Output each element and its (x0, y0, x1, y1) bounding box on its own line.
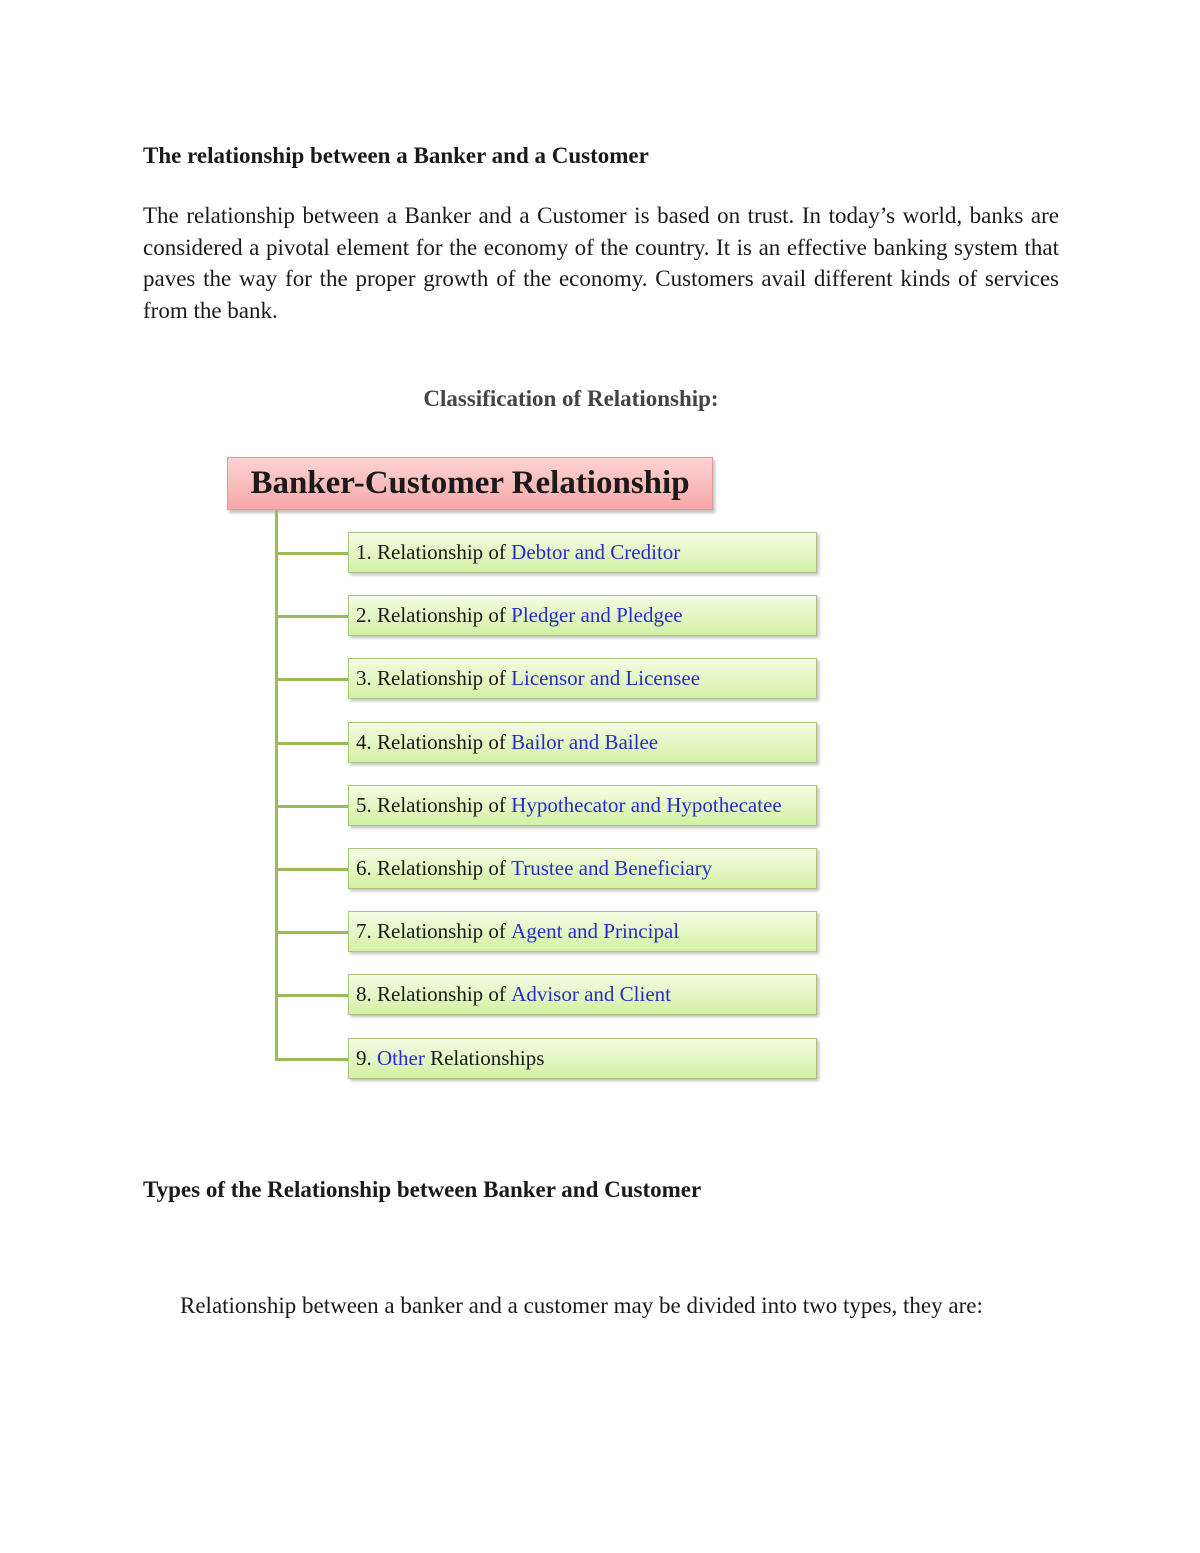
diagram-item-prefix: 1. Relationship of (356, 540, 512, 564)
diagram-item-suffix: Relationships (424, 1046, 545, 1070)
page-heading: The relationship between a Banker and a Customer (143, 143, 649, 168)
diagram-item-box (348, 595, 817, 636)
diagram-item-box (348, 785, 817, 826)
intro-paragraph: The relationship between a Banker and a Customer is based on trust. In today’s world, banks are considered a pivotal element for the economy of the country. It is an effective banking system that paves the way for the proper growth of the economy. Customers avail different kinds of services from the bank. (143, 203, 1059, 323)
diagram-item-highlight: Pledger and Pledgee (511, 603, 683, 627)
diagram-item-highlight: Agent and Principal (511, 919, 680, 943)
types-intro-paragraph: Relationship between a banker and a customer may be divided into two types, they are: (180, 1293, 983, 1318)
diagram-branch-connector (275, 742, 349, 745)
diagram-branch-connector (275, 1058, 349, 1061)
diagram-item-prefix: 2. Relationship of (356, 603, 512, 627)
diagram-branch-connector (275, 994, 349, 997)
diagram-branch-connector (275, 552, 349, 555)
diagram-branch-connector (275, 868, 349, 871)
diagram-item-prefix: 7. Relationship of (356, 919, 512, 943)
diagram-trunk-connector (275, 510, 278, 1060)
diagram-item-box (348, 658, 817, 699)
diagram-item-box (348, 532, 817, 573)
diagram-item-box (348, 848, 817, 889)
diagram-branch-connector (275, 931, 349, 934)
diagram-item-highlight: Bailor and Bailee (511, 730, 659, 754)
diagram-item-prefix: 4. Relationship of (356, 730, 512, 754)
diagram-branch-connector (275, 805, 349, 808)
diagram-item-highlight: Other (377, 1046, 425, 1070)
diagram-item-highlight: Debtor and Creditor (511, 540, 681, 564)
diagram-item-highlight: Licensor and Licensee (511, 666, 701, 690)
diagram-root-box: Banker-Customer Relationship (227, 457, 713, 510)
diagram-item-box (348, 911, 817, 952)
diagram-item-box (348, 722, 817, 763)
diagram-item-highlight: Advisor and Client (511, 982, 671, 1006)
diagram-item-box (348, 1038, 817, 1079)
diagram-item-prefix: 8. Relationship of (356, 982, 512, 1006)
diagram-item-prefix: 5. Relationship of (356, 793, 512, 817)
diagram-item-prefix: 6. Relationship of (356, 856, 512, 880)
diagram-branch-connector (275, 615, 349, 618)
diagram-item-box (348, 974, 817, 1015)
diagram-branch-connector (275, 678, 349, 681)
diagram-item-highlight: Hypothecator and Hypothecatee (511, 793, 782, 817)
classification-heading: Classification of Relationship: (423, 386, 719, 411)
diagram-item-prefix: 3. Relationship of (356, 666, 512, 690)
diagram-item-highlight: Trustee and Beneficiary (511, 856, 713, 880)
types-heading: Types of the Relationship between Banker and Customer (143, 1177, 702, 1202)
diagram-item-prefix: 9. (356, 1046, 377, 1070)
